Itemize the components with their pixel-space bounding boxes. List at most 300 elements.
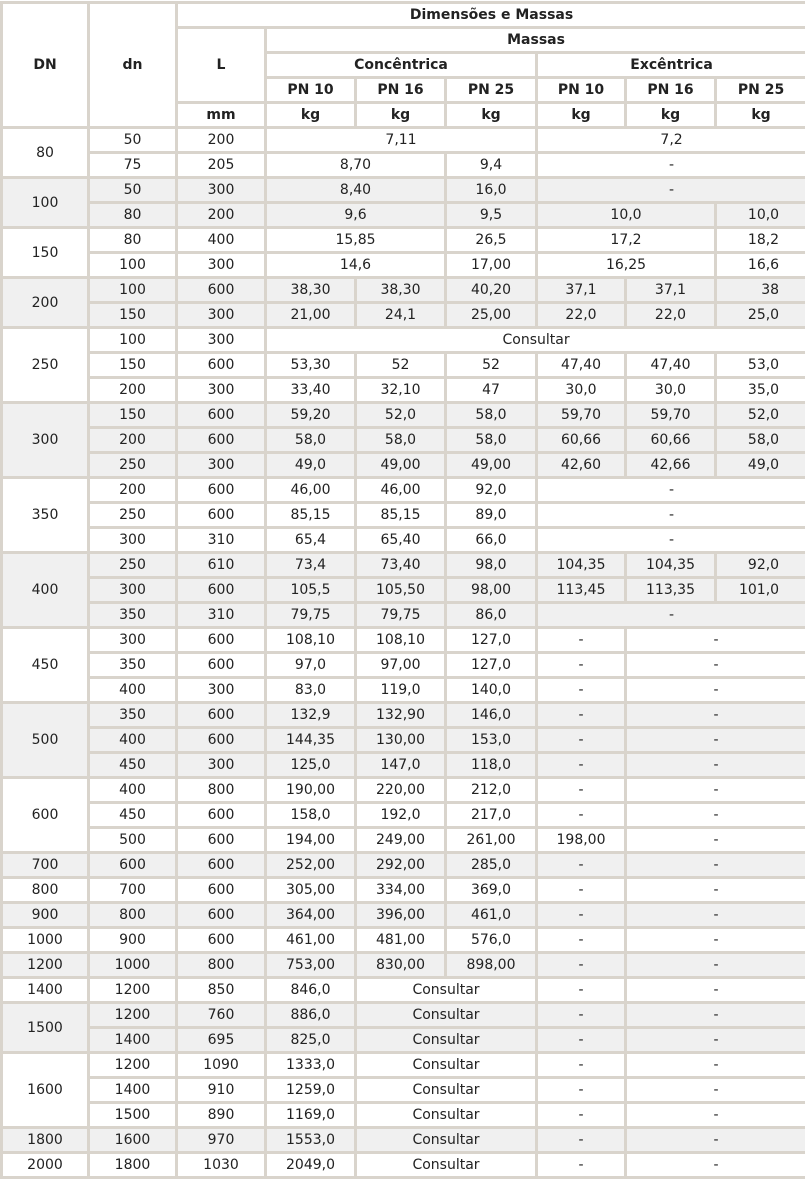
- table-row: [2, 903, 805, 928]
- table-row: [2, 478, 805, 503]
- cell-mass: -: [537, 878, 626, 903]
- cell-dn-nominal: 450: [2, 628, 89, 703]
- cell-dn-nominal: 400: [2, 553, 89, 628]
- cell-mass: 49,00: [446, 453, 537, 478]
- cell-mass: -: [626, 903, 805, 928]
- cell-mass: 58,0: [356, 428, 446, 453]
- cell-mass: 1553,0: [266, 1128, 356, 1153]
- cell-mass: 886,0: [266, 1003, 356, 1028]
- table-row: [2, 303, 805, 328]
- cell-mass: 125,0: [266, 753, 356, 778]
- cell-dn-nominal: 500: [2, 703, 89, 778]
- cell-dn-reduced: 450: [89, 753, 177, 778]
- cell-mass: 35,0: [716, 378, 805, 403]
- cell-length: 850: [177, 978, 266, 1003]
- cell-mass: 396,00: [356, 903, 446, 928]
- cell-dn-reduced: 700: [89, 878, 177, 903]
- cell-mass: 1333,0: [266, 1053, 356, 1078]
- cell-mass: Consultar: [356, 1078, 537, 1103]
- cell-mass: 22,0: [626, 303, 716, 328]
- table-row: [2, 528, 805, 553]
- cell-dn-reduced: 900: [89, 928, 177, 953]
- cell-length: 1030: [177, 1153, 266, 1178]
- cell-dn-nominal: 1500: [2, 1003, 89, 1053]
- cell-mass: 113,35: [626, 578, 716, 603]
- cell-mass: 73,40: [356, 553, 446, 578]
- header-unit-kg: kg: [537, 103, 626, 128]
- cell-mass: 334,00: [356, 878, 446, 903]
- cell-mass: 47,40: [626, 353, 716, 378]
- cell-mass: 53,30: [266, 353, 356, 378]
- table-row: [2, 953, 805, 978]
- cell-mass: 25,00: [446, 303, 537, 328]
- cell-mass: -: [626, 753, 805, 778]
- cell-mass: -: [537, 653, 626, 678]
- cell-length: 890: [177, 1103, 266, 1128]
- cell-mass: 140,0: [446, 678, 537, 703]
- cell-dn-reduced: 75: [89, 153, 177, 178]
- cell-mass: 49,00: [356, 453, 446, 478]
- cell-length: 600: [177, 903, 266, 928]
- cell-dn-reduced: 250: [89, 503, 177, 528]
- table-row: [2, 353, 805, 378]
- cell-dn-reduced: 100: [89, 253, 177, 278]
- cell-dn-reduced: 1200: [89, 978, 177, 1003]
- cell-mass: 9,4: [446, 153, 537, 178]
- cell-mass: 192,0: [356, 803, 446, 828]
- cell-dn-reduced: 300: [89, 528, 177, 553]
- cell-dn-reduced: 400: [89, 778, 177, 803]
- cell-length: 800: [177, 953, 266, 978]
- cell-length: 400: [177, 228, 266, 253]
- cell-mass: 104,35: [537, 553, 626, 578]
- cell-mass: 85,15: [266, 503, 356, 528]
- table-row: [2, 328, 805, 353]
- cell-mass: 33,40: [266, 378, 356, 403]
- header-unit-mm: mm: [177, 103, 266, 128]
- cell-mass: 830,00: [356, 953, 446, 978]
- cell-dn-reduced: 1200: [89, 1003, 177, 1028]
- cell-length: 300: [177, 678, 266, 703]
- cell-mass: -: [537, 1053, 626, 1078]
- table-row: [2, 1153, 805, 1178]
- cell-mass: -: [537, 953, 626, 978]
- header-exc-pn10: PN 10: [537, 78, 626, 103]
- cell-dn-reduced: 350: [89, 703, 177, 728]
- header-unit-kg: kg: [626, 103, 716, 128]
- cell-mass: Consultar: [356, 1103, 537, 1128]
- cell-mass: -: [537, 1103, 626, 1128]
- cell-dn-reduced: 1500: [89, 1103, 177, 1128]
- cell-mass: 58,0: [716, 428, 805, 453]
- header-conc-pn25: PN 25: [446, 78, 537, 103]
- table-row: [2, 228, 805, 253]
- cell-mass: 846,0: [266, 978, 356, 1003]
- cell-dn-reduced: 250: [89, 453, 177, 478]
- cell-mass: 108,10: [266, 628, 356, 653]
- cell-dn-reduced: 150: [89, 303, 177, 328]
- cell-dn-reduced: 300: [89, 578, 177, 603]
- cell-mass: 9,5: [446, 203, 537, 228]
- dimensions-masses-table: [0, 1, 805, 1179]
- cell-mass: 198,00: [537, 828, 626, 853]
- table-row: [2, 603, 805, 628]
- cell-mass: -: [626, 853, 805, 878]
- cell-mass: 190,00: [266, 778, 356, 803]
- cell-mass: 369,0: [446, 878, 537, 903]
- header-unit-kg: kg: [266, 103, 356, 128]
- table-row: [2, 778, 805, 803]
- cell-length: 300: [177, 378, 266, 403]
- cell-mass: 146,0: [446, 703, 537, 728]
- cell-mass: -: [537, 778, 626, 803]
- cell-mass: 49,0: [266, 453, 356, 478]
- cell-mass: 105,50: [356, 578, 446, 603]
- cell-mass: -: [626, 703, 805, 728]
- header-unit-kg: kg: [446, 103, 537, 128]
- cell-mass: 217,0: [446, 803, 537, 828]
- cell-mass: 38,30: [356, 278, 446, 303]
- cell-dn-reduced: 400: [89, 728, 177, 753]
- cell-mass: 49,0: [716, 453, 805, 478]
- cell-dn-reduced: 800: [89, 903, 177, 928]
- cell-mass: 14,6: [266, 253, 446, 278]
- cell-dn-reduced: 100: [89, 278, 177, 303]
- cell-mass: 212,0: [446, 778, 537, 803]
- cell-dn-reduced: 350: [89, 603, 177, 628]
- cell-dn-reduced: 600: [89, 853, 177, 878]
- cell-mass: 92,0: [446, 478, 537, 503]
- cell-mass: Consultar: [356, 1028, 537, 1053]
- cell-dn-reduced: 80: [89, 228, 177, 253]
- cell-mass: 97,00: [356, 653, 446, 678]
- cell-mass: 86,0: [446, 603, 537, 628]
- cell-length: 200: [177, 128, 266, 153]
- cell-mass: 38: [716, 278, 805, 303]
- cell-mass: 15,85: [266, 228, 446, 253]
- cell-mass: 58,0: [446, 428, 537, 453]
- cell-mass: -: [537, 928, 626, 953]
- cell-dn-reduced: 250: [89, 553, 177, 578]
- cell-dn-nominal: 1400: [2, 978, 89, 1003]
- cell-length: 600: [177, 928, 266, 953]
- cell-dn-reduced: 200: [89, 428, 177, 453]
- cell-mass: 113,45: [537, 578, 626, 603]
- table-row: [2, 853, 805, 878]
- cell-mass: 60,66: [537, 428, 626, 453]
- cell-mass: 42,60: [537, 453, 626, 478]
- cell-mass: 127,0: [446, 628, 537, 653]
- cell-mass: 30,0: [537, 378, 626, 403]
- cell-mass: -: [537, 1028, 626, 1053]
- table-row: [2, 153, 805, 178]
- cell-mass: -: [537, 1128, 626, 1153]
- cell-mass: -: [626, 628, 805, 653]
- cell-mass: 53,0: [716, 353, 805, 378]
- cell-dn-reduced: 1600: [89, 1128, 177, 1153]
- header-dn: DN: [2, 3, 89, 128]
- cell-mass: -: [626, 953, 805, 978]
- cell-mass: -: [626, 1078, 805, 1103]
- cell-length: 600: [177, 653, 266, 678]
- cell-dn-nominal: 1800: [2, 1128, 89, 1153]
- cell-dn-reduced: 1200: [89, 1053, 177, 1078]
- cell-mass: -: [537, 703, 626, 728]
- cell-length: 600: [177, 478, 266, 503]
- cell-mass: 52: [356, 353, 446, 378]
- cell-mass: 98,0: [446, 553, 537, 578]
- cell-mass: 17,2: [537, 228, 716, 253]
- cell-dn-nominal: 1200: [2, 953, 89, 978]
- cell-mass: -: [537, 753, 626, 778]
- cell-length: 1090: [177, 1053, 266, 1078]
- cell-mass: 97,0: [266, 653, 356, 678]
- cell-length: 600: [177, 878, 266, 903]
- table-row: [2, 178, 805, 203]
- cell-length: 600: [177, 628, 266, 653]
- cell-mass: 249,00: [356, 828, 446, 853]
- table-row: [2, 253, 805, 278]
- cell-mass: -: [537, 728, 626, 753]
- cell-mass: 364,00: [266, 903, 356, 928]
- cell-mass: 16,0: [446, 178, 537, 203]
- cell-dn-reduced: 200: [89, 478, 177, 503]
- cell-mass: 22,0: [537, 303, 626, 328]
- cell-mass: 8,70: [266, 153, 446, 178]
- cell-length: 600: [177, 578, 266, 603]
- cell-mass: -: [626, 828, 805, 853]
- cell-mass: Consultar: [266, 328, 805, 353]
- cell-mass: 16,6: [716, 253, 805, 278]
- cell-length: 205: [177, 153, 266, 178]
- table-row: [2, 1128, 805, 1153]
- cell-dn-nominal: 200: [2, 278, 89, 328]
- header-excentrica: Excêntrica: [537, 53, 805, 78]
- cell-mass: 46,00: [266, 478, 356, 503]
- table-body: [2, 128, 805, 1178]
- cell-mass: 92,0: [716, 553, 805, 578]
- cell-mass: 825,0: [266, 1028, 356, 1053]
- cell-length: 300: [177, 453, 266, 478]
- cell-dn-reduced: 100: [89, 328, 177, 353]
- cell-mass: 38,30: [266, 278, 356, 303]
- cell-dn-reduced: 50: [89, 128, 177, 153]
- cell-dn-nominal: 250: [2, 328, 89, 403]
- cell-length: 970: [177, 1128, 266, 1153]
- header-massas: Massas: [266, 28, 805, 53]
- cell-mass: -: [537, 1153, 626, 1178]
- header-exc-pn25: PN 25: [716, 78, 805, 103]
- table-row: [2, 128, 805, 153]
- cell-mass: -: [626, 1128, 805, 1153]
- cell-mass: Consultar: [356, 978, 537, 1003]
- table-row: [2, 978, 805, 1003]
- cell-length: 600: [177, 503, 266, 528]
- cell-mass: 40,20: [446, 278, 537, 303]
- cell-mass: 461,0: [446, 903, 537, 928]
- table-row: [2, 1003, 805, 1028]
- table-row: [2, 378, 805, 403]
- cell-dn-nominal: 1000: [2, 928, 89, 953]
- cell-mass: 9,6: [266, 203, 446, 228]
- table-row: [2, 753, 805, 778]
- cell-mass: 17,00: [446, 253, 537, 278]
- cell-mass: 73,4: [266, 553, 356, 578]
- cell-dn-nominal: 350: [2, 478, 89, 553]
- table-row: [2, 453, 805, 478]
- cell-mass: -: [537, 478, 805, 503]
- cell-mass: 85,15: [356, 503, 446, 528]
- cell-dn-nominal: 600: [2, 778, 89, 853]
- cell-dn-reduced: 200: [89, 378, 177, 403]
- cell-mass: 1259,0: [266, 1078, 356, 1103]
- cell-mass: 52: [446, 353, 537, 378]
- cell-length: 600: [177, 803, 266, 828]
- table-row: [2, 503, 805, 528]
- cell-dn-reduced: 500: [89, 828, 177, 853]
- table-row: [2, 578, 805, 603]
- cell-dn-reduced: 400: [89, 678, 177, 703]
- cell-mass: 153,0: [446, 728, 537, 753]
- cell-length: 300: [177, 253, 266, 278]
- cell-length: 695: [177, 1028, 266, 1053]
- cell-dn-nominal: 100: [2, 178, 89, 228]
- cell-dn-nominal: 300: [2, 403, 89, 478]
- cell-mass: 305,00: [266, 878, 356, 903]
- cell-dn-nominal: 80: [2, 128, 89, 178]
- cell-dn-reduced: 1400: [89, 1028, 177, 1053]
- cell-mass: 147,0: [356, 753, 446, 778]
- cell-mass: -: [626, 928, 805, 953]
- cell-mass: 65,40: [356, 528, 446, 553]
- cell-dn-reduced: 1400: [89, 1078, 177, 1103]
- cell-dn-nominal: 700: [2, 853, 89, 878]
- table-row: [2, 1103, 805, 1128]
- cell-mass: 24,1: [356, 303, 446, 328]
- cell-mass: 59,70: [537, 403, 626, 428]
- table-row: [2, 828, 805, 853]
- cell-mass: 7,11: [266, 128, 537, 153]
- cell-mass: 2049,0: [266, 1153, 356, 1178]
- cell-mass: -: [537, 603, 805, 628]
- cell-mass: -: [537, 153, 805, 178]
- table-row: [2, 878, 805, 903]
- cell-dn-reduced: 80: [89, 203, 177, 228]
- cell-mass: -: [626, 728, 805, 753]
- cell-mass: 130,00: [356, 728, 446, 753]
- header-unit-kg: kg: [356, 103, 446, 128]
- cell-dn-nominal: 2000: [2, 1153, 89, 1178]
- cell-mass: 98,00: [446, 578, 537, 603]
- cell-mass: 30,0: [626, 378, 716, 403]
- table-row: [2, 703, 805, 728]
- cell-mass: 46,00: [356, 478, 446, 503]
- cell-mass: 58,0: [446, 403, 537, 428]
- cell-mass: 7,2: [537, 128, 805, 153]
- cell-mass: -: [537, 1078, 626, 1103]
- table-row: [2, 1028, 805, 1053]
- cell-dn-nominal: 900: [2, 903, 89, 928]
- cell-length: 600: [177, 428, 266, 453]
- cell-mass: 59,20: [266, 403, 356, 428]
- table-row: [2, 203, 805, 228]
- cell-length: 600: [177, 828, 266, 853]
- cell-length: 310: [177, 603, 266, 628]
- cell-mass: 753,00: [266, 953, 356, 978]
- cell-mass: 1169,0: [266, 1103, 356, 1128]
- cell-mass: 118,0: [446, 753, 537, 778]
- cell-mass: -: [626, 1053, 805, 1078]
- cell-mass: 37,1: [537, 278, 626, 303]
- cell-mass: 58,0: [266, 428, 356, 453]
- cell-mass: 8,40: [266, 178, 446, 203]
- cell-mass: -: [626, 803, 805, 828]
- cell-mass: -: [626, 1153, 805, 1178]
- cell-mass: 42,66: [626, 453, 716, 478]
- cell-dn-reduced: 150: [89, 403, 177, 428]
- cell-mass: 261,00: [446, 828, 537, 853]
- table-row: [2, 803, 805, 828]
- table-row: [2, 403, 805, 428]
- cell-mass: -: [626, 978, 805, 1003]
- header-conc-pn16: PN 16: [356, 78, 446, 103]
- cell-length: 800: [177, 778, 266, 803]
- header-conc-pn10: PN 10: [266, 78, 356, 103]
- cell-mass: 481,00: [356, 928, 446, 953]
- cell-length: 600: [177, 703, 266, 728]
- cell-mass: 59,70: [626, 403, 716, 428]
- cell-mass: 21,00: [266, 303, 356, 328]
- cell-mass: 32,10: [356, 378, 446, 403]
- cell-mass: -: [626, 653, 805, 678]
- cell-mass: 47,40: [537, 353, 626, 378]
- cell-mass: 252,00: [266, 853, 356, 878]
- cell-mass: Consultar: [356, 1128, 537, 1153]
- cell-mass: 25,0: [716, 303, 805, 328]
- header-unit-kg: kg: [716, 103, 805, 128]
- cell-mass: 105,5: [266, 578, 356, 603]
- cell-mass: 16,25: [537, 253, 716, 278]
- cell-mass: 26,5: [446, 228, 537, 253]
- header-title: Dimensões e Massas: [177, 3, 805, 28]
- cell-mass: Consultar: [356, 1003, 537, 1028]
- cell-mass: 65,4: [266, 528, 356, 553]
- cell-mass: -: [537, 678, 626, 703]
- table-row: [2, 553, 805, 578]
- cell-dn-nominal: 1600: [2, 1053, 89, 1128]
- cell-length: 200: [177, 203, 266, 228]
- cell-mass: 461,00: [266, 928, 356, 953]
- cell-mass: Consultar: [356, 1053, 537, 1078]
- table-row: [2, 678, 805, 703]
- cell-mass: 108,10: [356, 628, 446, 653]
- cell-mass: 285,0: [446, 853, 537, 878]
- cell-mass: -: [537, 978, 626, 1003]
- cell-mass: 37,1: [626, 278, 716, 303]
- cell-mass: 292,00: [356, 853, 446, 878]
- cell-mass: -: [626, 678, 805, 703]
- cell-mass: -: [537, 528, 805, 553]
- table-row: [2, 1078, 805, 1103]
- cell-length: 600: [177, 278, 266, 303]
- table-row: [2, 653, 805, 678]
- cell-mass: 144,35: [266, 728, 356, 753]
- cell-dn-reduced: 450: [89, 803, 177, 828]
- cell-mass: -: [537, 903, 626, 928]
- cell-mass: -: [626, 1003, 805, 1028]
- table-row: [2, 728, 805, 753]
- cell-mass: 18,2: [716, 228, 805, 253]
